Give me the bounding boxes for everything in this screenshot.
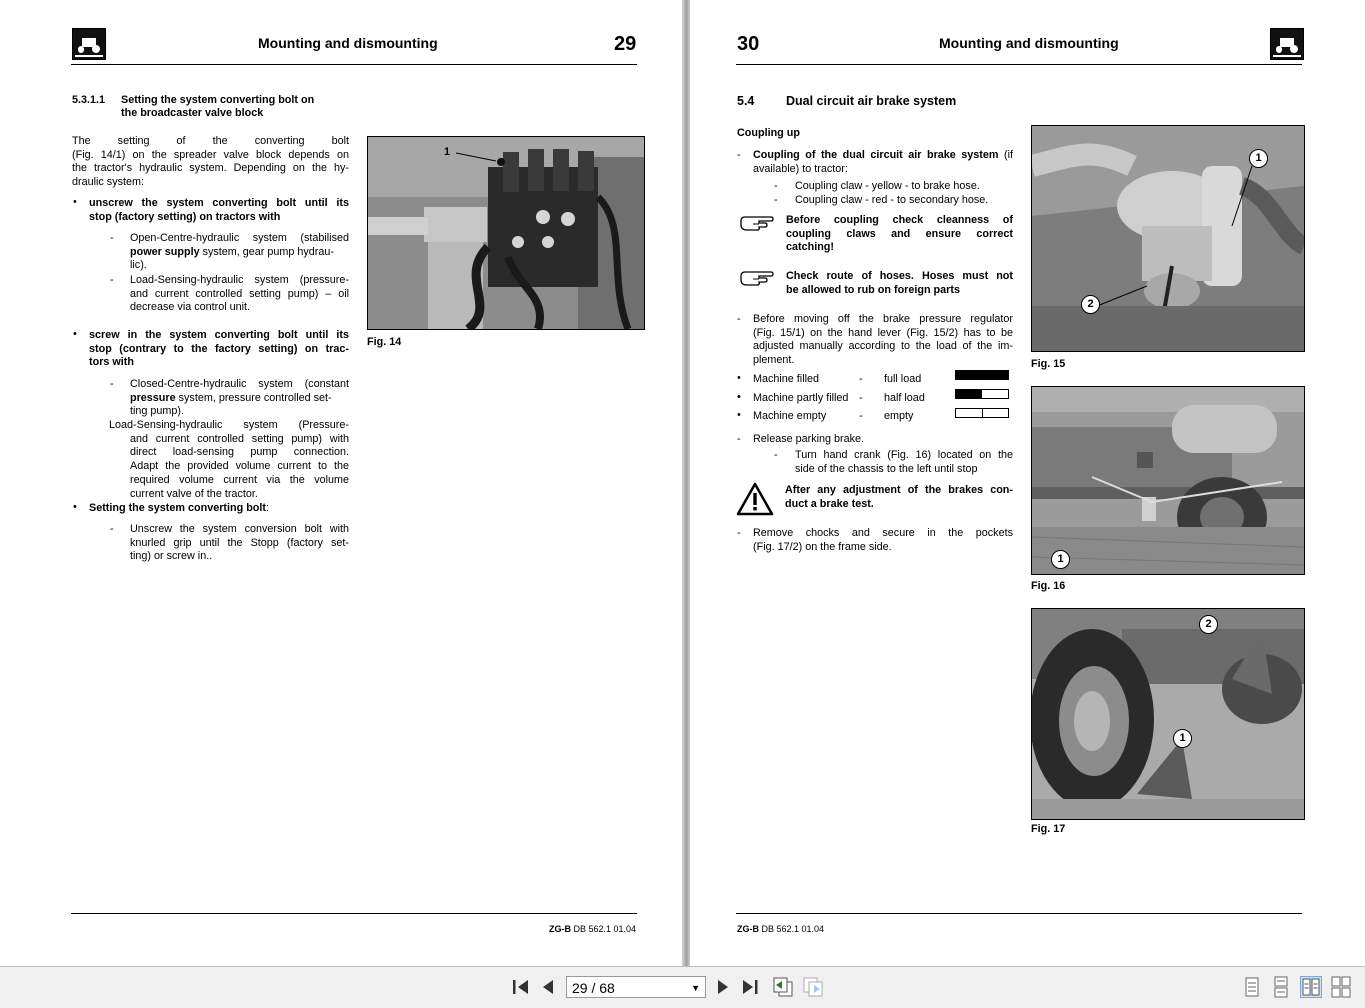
figure-17-callout-1: 1 bbox=[1173, 729, 1192, 748]
figure-15-photo bbox=[1031, 125, 1305, 352]
hand-crank-item: Turn hand crank (Fig. 16) located on the side of the chassis to the left until stop bbox=[795, 449, 1013, 475]
dash: - bbox=[737, 313, 741, 325]
chassis-hand-crank-illustration bbox=[1032, 387, 1304, 574]
figure-16-callout-1: 1 bbox=[1051, 550, 1070, 569]
dash: - bbox=[737, 527, 741, 539]
load-sep: - bbox=[859, 373, 863, 385]
page-gutter bbox=[682, 0, 690, 966]
continuous-facing-view-icon[interactable] bbox=[1330, 976, 1352, 998]
go-back-icon[interactable] bbox=[771, 976, 795, 998]
go-forward-icon[interactable] bbox=[801, 976, 825, 998]
section-title: Dual circuit air brake system bbox=[786, 94, 957, 108]
previous-page-icon[interactable] bbox=[538, 976, 558, 998]
valve-block-illustration bbox=[368, 137, 644, 329]
load-sensing-item-2: Load-Sensing-hydraulic system (Pressure- and current controlled setting pump) with direct load-sensing pump connection. Adapt the provided volume current to the required volume current via the volume current valve of the tractor. bbox=[109, 419, 349, 500]
page-number: 30 bbox=[737, 33, 760, 55]
dash: - bbox=[110, 378, 114, 390]
figure-16-photo bbox=[1031, 386, 1305, 575]
bullet-screw-in: screw in the system converting bolt until its stop (contrary to the factory setting) on trac- tors with bbox=[89, 329, 349, 369]
dash: - bbox=[737, 433, 741, 445]
load-indicator-full bbox=[955, 370, 1009, 380]
note-coupling-claws: Before coupling check cleanness of coupling claws and ensure correct catching! bbox=[786, 214, 1013, 254]
claw-yellow-item: Coupling claw - yellow - to brake hose. bbox=[795, 180, 980, 192]
dash: - bbox=[110, 232, 114, 244]
next-page-icon[interactable] bbox=[713, 976, 733, 998]
dash: - bbox=[774, 449, 778, 461]
page-indicator: 29 / 68 bbox=[572, 980, 615, 996]
viewer-toolbar bbox=[0, 966, 1365, 1008]
footer-rule bbox=[71, 913, 637, 914]
wheel-chock-illustration bbox=[1032, 609, 1304, 819]
footer-rule bbox=[736, 913, 1302, 914]
unscrew-item: Unscrew the system conversion bolt with knurled grip until the Stopp (factory set- ting) or screw in.. bbox=[130, 523, 349, 563]
facing-view-icon[interactable] bbox=[1300, 976, 1322, 998]
bullet-setting: Setting the system converting bolt: bbox=[89, 502, 269, 514]
amazone-logo bbox=[1270, 28, 1304, 60]
section-title-line2: the broadcaster valve block bbox=[121, 107, 264, 119]
figure-15-caption: Fig. 15 bbox=[1031, 358, 1066, 370]
dash: - bbox=[737, 149, 741, 161]
page-number: 29 bbox=[614, 33, 637, 55]
load-sensing-item-1: Load-Sensing-hydraulic system (pressure- and current controlled setting pump) – oil decrease via control unit. bbox=[130, 274, 349, 314]
bullet-unscrew: unscrew the system converting bolt until its stop (factory setting) on tractors with bbox=[89, 197, 349, 223]
figure-14-photo bbox=[367, 136, 645, 330]
figure-17-caption: Fig. 17 bbox=[1031, 823, 1066, 835]
remove-chocks-item: Remove chocks and secure in the pockets (Fig. 17/2) on the frame side. bbox=[753, 527, 1013, 553]
bullet-dot: • bbox=[737, 409, 741, 421]
release-brake-item: Release parking brake. bbox=[753, 433, 865, 445]
coupling-up-heading: Coupling up bbox=[737, 127, 800, 139]
last-page-icon[interactable] bbox=[740, 976, 762, 998]
page-footer: ZG-B DB 562.1 01.04 bbox=[737, 924, 825, 934]
load-state-empty: Machine empty bbox=[753, 410, 827, 422]
load-setting-half: half load bbox=[884, 392, 925, 404]
bullet-dot: • bbox=[73, 328, 77, 340]
load-sep: - bbox=[859, 392, 863, 404]
load-state-partly: Machine partly filled bbox=[753, 392, 849, 404]
section-number: 5.3.1.1 bbox=[72, 94, 106, 106]
page-header-title: Mounting and dismounting bbox=[939, 35, 1119, 51]
chevron-down-icon: ▼ bbox=[691, 983, 700, 993]
figure-15-callout-1: 1 bbox=[1249, 149, 1268, 168]
warning-triangle-icon bbox=[736, 482, 774, 516]
dash: - bbox=[774, 194, 778, 206]
continuous-view-icon[interactable] bbox=[1270, 976, 1292, 998]
load-indicator-empty bbox=[955, 408, 1009, 418]
page-footer: ZG-B DB 562.1 01.04 bbox=[549, 924, 637, 934]
amazone-logo bbox=[72, 28, 106, 60]
before-moving-item: Before moving off the brake pressure regulator (Fig. 15/1) on the hand lever (Fig. 15/2) has to be adjusted manually according to the load of the im- plement. bbox=[753, 313, 1013, 367]
figure-15-callout-2: 2 bbox=[1081, 295, 1100, 314]
open-centre-item: Open-Centre-hydraulic system (stabilised power supply system, gear pump hydrau- lic). bbox=[130, 232, 349, 272]
section-title-line1: Setting the system converting bolt on bbox=[121, 94, 315, 106]
intro-paragraph: The setting of the converting bolt (Fig. 14/1) on the spreader valve block depends on the tractor's hydraulic system. Depending on the hy- draulic system: bbox=[72, 135, 349, 189]
load-indicator-half bbox=[955, 389, 1009, 399]
bullet-dot: • bbox=[737, 391, 741, 403]
dash: - bbox=[774, 180, 778, 192]
left-page bbox=[0, 0, 682, 966]
section-number: 5.4 bbox=[737, 94, 755, 108]
coupling-item: Coupling of the dual circuit air brake system (if available) to tractor: bbox=[753, 149, 1014, 175]
single-page-view-icon[interactable] bbox=[1241, 976, 1263, 998]
header-rule bbox=[736, 64, 1302, 65]
warning-brake-test: After any adjustment of the brakes con- duct a brake test. bbox=[785, 484, 1013, 510]
load-setting-full: full load bbox=[884, 373, 922, 385]
pointing-hand-icon bbox=[739, 268, 775, 288]
pointing-hand-icon bbox=[739, 213, 775, 233]
load-sep: - bbox=[859, 410, 863, 422]
page-number-select[interactable] bbox=[566, 976, 706, 998]
dash: - bbox=[110, 523, 114, 535]
claw-red-item: Coupling claw - red - to secondary hose. bbox=[795, 194, 989, 206]
bullet-dot: • bbox=[73, 196, 77, 208]
figure-14-callout-1: 1 bbox=[444, 146, 451, 158]
bullet-dot: • bbox=[73, 501, 77, 513]
figure-16-caption: Fig. 16 bbox=[1031, 580, 1066, 592]
figure-17-photo bbox=[1031, 608, 1305, 820]
right-page bbox=[690, 0, 1365, 966]
closed-centre-item: Closed-Centre-hydraulic system (constant pressure system, pressure controlled set- ting pump). bbox=[130, 378, 349, 418]
load-state-filled: Machine filled bbox=[753, 373, 820, 385]
header-rule bbox=[71, 64, 637, 65]
page-header-title: Mounting and dismounting bbox=[258, 35, 438, 51]
first-page-icon[interactable] bbox=[510, 976, 532, 998]
bullet-dot: • bbox=[737, 372, 741, 384]
figure-14-caption: Fig. 14 bbox=[367, 336, 402, 348]
dash: - bbox=[110, 274, 114, 286]
figure-17-callout-2: 2 bbox=[1199, 615, 1218, 634]
note-hose-route: Check route of hoses. Hoses must not be allowed to rub on foreign parts bbox=[786, 270, 1013, 296]
load-setting-empty: empty bbox=[884, 410, 914, 422]
